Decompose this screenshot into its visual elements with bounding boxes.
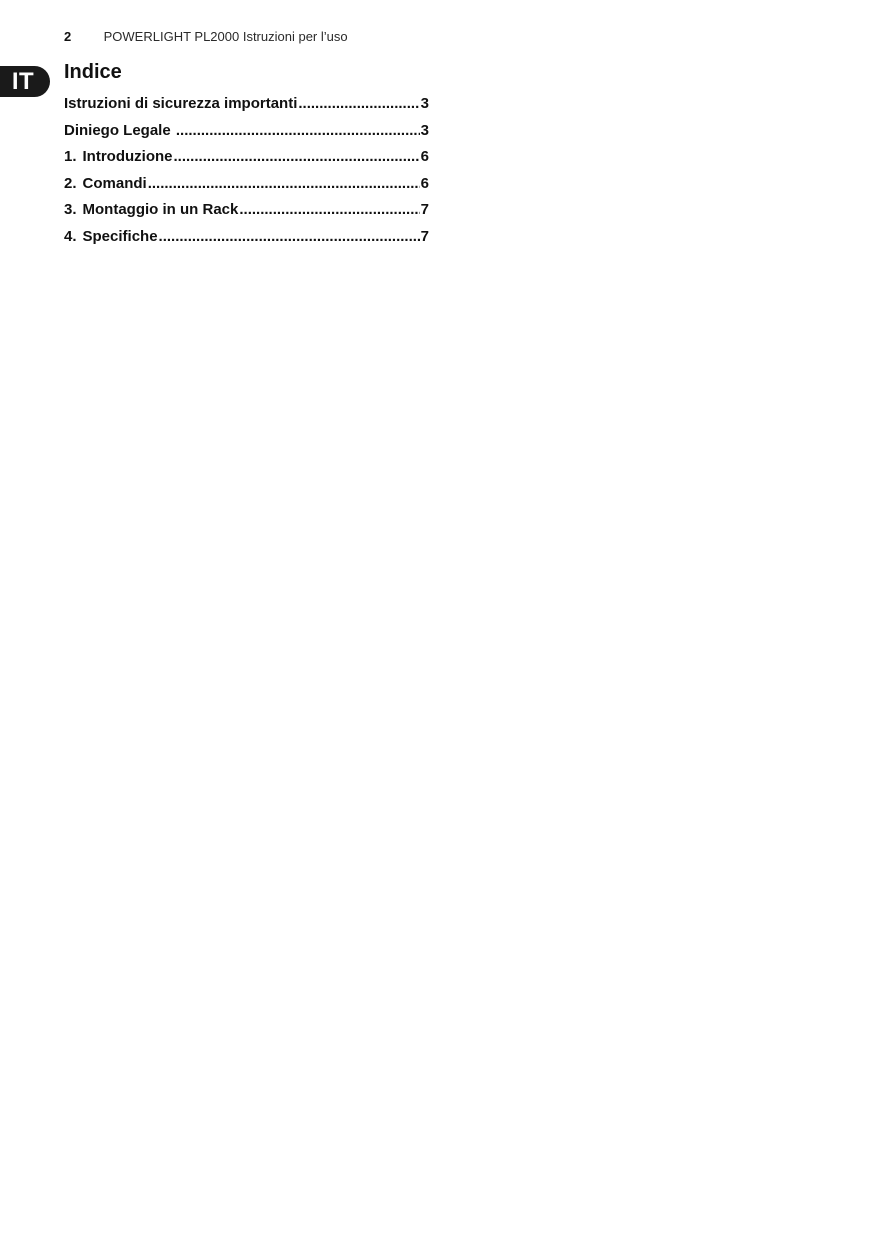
toc-entry-page: 7 <box>420 201 429 219</box>
toc-entry-page: 3 <box>420 95 429 112</box>
toc-entry-title: Istruzioni di sicurezza importanti <box>64 95 298 112</box>
toc-entry-title: Specifiche <box>82 227 158 245</box>
toc-entry-number: 4. <box>64 227 77 245</box>
page-number: 2 <box>64 29 72 44</box>
language-tab: IT <box>0 66 50 97</box>
toc-entry-page: 7 <box>420 227 429 245</box>
document-title: POWERLIGHT PL2000 Istruzioni per l’uso <box>103 29 348 44</box>
dot-leader <box>174 148 420 165</box>
dot-leader <box>176 122 420 139</box>
toc-entry-title: Diniego Legale <box>64 121 175 139</box>
dot-leader <box>239 201 419 218</box>
toc-entry-number: 2. <box>64 174 77 192</box>
toc-entry-title: Comandi <box>82 174 147 192</box>
toc-entry-safety-instructions[interactable] <box>64 95 429 122</box>
toc-entry-title: Introduzione <box>82 148 173 166</box>
toc-entry-rack-mounting[interactable] <box>64 201 429 228</box>
dot-leader <box>298 95 419 112</box>
toc-entry-legal-disclaimer[interactable] <box>64 122 429 149</box>
toc-entry-introduction[interactable] <box>64 148 429 175</box>
page-header <box>64 29 348 44</box>
dot-leader <box>148 175 420 192</box>
toc-entry-title: Montaggio in un Rack <box>82 201 239 219</box>
toc-entry-controls[interactable] <box>64 175 429 202</box>
table-of-contents <box>64 95 429 255</box>
toc-entry-number: 3. <box>64 201 77 219</box>
toc-entry-page: 6 <box>420 148 429 166</box>
dot-leader <box>159 228 420 245</box>
toc-entry-specifications[interactable] <box>64 228 429 255</box>
toc-entry-page: 3 <box>420 121 429 139</box>
toc-heading: Indice <box>64 61 122 83</box>
toc-entry-number: 1. <box>64 148 77 166</box>
toc-entry-page: 6 <box>420 174 429 192</box>
